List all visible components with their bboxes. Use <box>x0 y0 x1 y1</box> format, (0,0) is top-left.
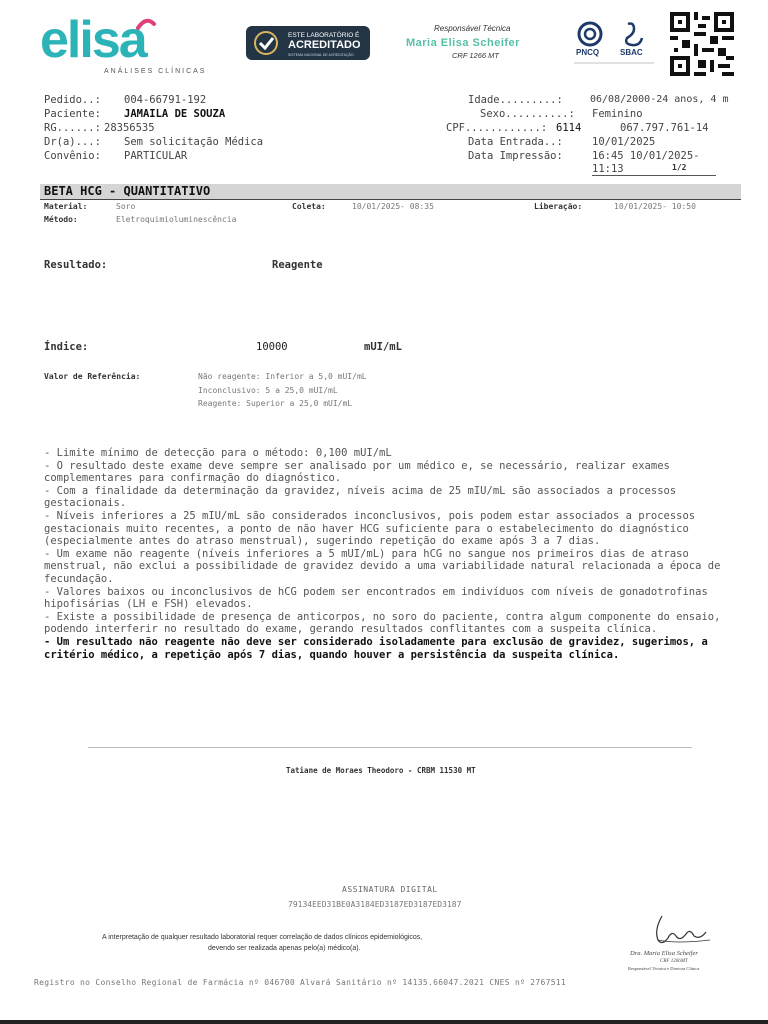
disclaimer-line2: devendo ser realizada apenas pelo(a) médico(a). <box>208 945 361 952</box>
cpf-value-partial: 6114 <box>556 122 582 134</box>
rg-label: RG......: <box>44 122 101 134</box>
rg-value: 28356535 <box>104 122 155 134</box>
reference-values <box>198 370 367 411</box>
badge-line2: ACREDITADO <box>288 39 361 51</box>
release-label: Liberação: <box>534 202 583 211</box>
result-label: Resultado: <box>44 259 108 271</box>
print-time-value: 11:13 <box>592 163 624 175</box>
reference-line-nonreactive: Não reagente: Inferior a 5,0 mUI/mL <box>198 372 367 381</box>
print-date-value: 16:45 10/01/2025- <box>592 150 700 162</box>
doctor-value: Sem solicitação Médica <box>124 136 264 148</box>
index-unit: mUI/mL <box>364 341 402 353</box>
reference-label: Valor de Referência: <box>44 372 141 381</box>
index-value: 10000 <box>256 341 288 353</box>
note-item: - O resultado deste exame deve sempre ser analisado por um médico e, se necessário, realizar exames complementares para confirmação do diagnóstico. <box>44 459 670 485</box>
result-value: Reagente <box>272 259 323 271</box>
order-label: Pedido..: <box>44 94 101 106</box>
digital-signature-hash: 79134EED31BE0A3184ED3187ED3187ED3187 <box>288 900 462 909</box>
reference-line-inconclusive: Inconclusivo: 5 a 25,0 mUI/mL <box>198 385 338 395</box>
signature-name: Dra. Maria Elisa Scheifer <box>630 950 698 957</box>
responsible-crf: CRF 1266 MT <box>452 51 499 60</box>
entry-date-label: Data Entrada..: <box>468 136 563 148</box>
entry-date-value: 10/01/2025 <box>592 136 656 148</box>
insurance-label: Convênio: <box>44 150 101 162</box>
handwritten-signature-icon <box>646 910 716 950</box>
print-date-label: Data Impressão: <box>468 150 563 162</box>
badge-line1: ESTE LABORATÓRIO É <box>288 32 360 39</box>
accreditation-badge <box>246 26 370 60</box>
signature-divider <box>88 747 692 748</box>
reference-line-reactive: Reagente: Superior a 25,0 mUI/mL <box>198 399 353 408</box>
lab-logo <box>40 10 207 80</box>
signer-name: Tatiane de Moraes Theodoro - CRBM 11530 MT <box>286 766 476 775</box>
method-value: Eletroquimioluminescência <box>116 215 237 224</box>
note-item: - Níveis inferiores a 25 mIU/mL são considerados inconclusivos, pois podem estar associados a processos gestacionais muito recentes, a ponto de não haver HCG suficiente para o estabelecimento do diagnóstico (especialmente antes do atraso menstrual), sugerindo repetição do exame após 3 a 7 dias. <box>44 509 696 548</box>
logo-accent-icon <box>136 18 156 30</box>
page-underline <box>592 175 716 176</box>
page-number: 1/2 <box>672 163 687 172</box>
note-item: - Com a finalidade da determinação da gravidez, níveis acima de 25 mIU/mL são associados a processos gestacionais. <box>44 484 677 510</box>
cpf-label: CPF............: <box>446 122 548 134</box>
exam-title-underline <box>40 199 741 200</box>
responsible-name: Maria Elisa Scheifer <box>406 37 520 49</box>
exam-notes <box>44 447 734 661</box>
note-item: - Valores baixos ou inconclusivos de hCG podem ser encontrados em indivíduos com níveis de gonadotrofinas hipofisárias (LH e FSH) elevados. <box>44 585 708 611</box>
badge-line3: SISTEMA NACIONAL DE ACREDITAÇÃO <box>288 53 354 57</box>
exam-title: BETA HCG - QUANTITATIVO <box>44 184 211 198</box>
disclaimer-line1: A interpretação de qualquer resultado laboratorial requer correlação de dados clínicos epidemiológicos, <box>102 934 423 941</box>
logo-wordmark: elisa <box>40 11 146 69</box>
checkmark-seal-icon <box>252 30 280 56</box>
sex-label: Sexo..........: <box>480 108 575 120</box>
responsible-label: Responsável Técnica <box>434 24 511 33</box>
pncq-label: PNCQ <box>576 48 600 57</box>
patient-name: JAMAILA DE SOUZA <box>124 108 226 120</box>
age-value: 06/08/2000-24 anos, 4 m <box>590 94 729 105</box>
collection-label: Coleta: <box>292 202 326 211</box>
method-label: Método: <box>44 215 78 224</box>
patient-label: Paciente: <box>44 108 101 120</box>
digital-signature-label: ASSINATURA DIGITAL <box>342 885 438 894</box>
material-label: Material: <box>44 202 88 211</box>
index-label: Índice: <box>44 341 89 353</box>
note-item: - Limite mínimo de detecção para o método: 0,100 mUI/mL <box>44 447 392 459</box>
qr-code-icon <box>670 12 734 76</box>
note-item: - Um exame não reagente (níveis inferiores a 5 mUI/mL) para hCG no sangue nos primeiros dias de atraso menstrual, não exclui a possibilidade de gravidez devido a uma variabilidade natural relacionada a época de fecundação. <box>44 547 721 585</box>
signature-role: Responsável Técnica e Diretora Clínica <box>628 966 700 971</box>
registry-footer: Registro no Conselho Regional de Farmácia nº 046700 Alvará Sanitário nº 14135.66047.2021 CNES nº 2767511 <box>34 978 567 987</box>
sex-value: Feminino <box>592 108 643 120</box>
cpf-value: 067.797.761-14 <box>620 122 709 134</box>
insurance-value: PARTICULAR <box>124 150 188 162</box>
sbac-seal-icon <box>622 20 646 48</box>
note-important: - Um resultado não reagente não deve ser considerado isoladamente para exclusão de gravidez, sugerimos, a critério médico, a repetição após 7 dias, quando houver a persistência da suspeita clínica. <box>44 635 708 661</box>
material-value: Soro <box>116 202 136 211</box>
sbac-label: SBAC <box>620 48 643 57</box>
bottom-rule <box>0 1020 768 1024</box>
age-label: Idade.........: <box>468 94 563 106</box>
signature-crf: CRF 1266MT <box>660 959 688 964</box>
release-value: 10/01/2025- 10:50 <box>614 202 696 211</box>
doctor-label: Dr(a)...: <box>44 136 101 148</box>
collection-value: 10/01/2025- 08:35 <box>352 202 434 211</box>
order-value: 004-66791-192 <box>124 94 207 106</box>
seal-underline <box>574 62 654 64</box>
note-item: - Existe a possibilidade de presença de anticorpos, no soro do paciente, contra algum componente do ensaio, podendo interferir no resultado do exame, gerando resultados conflitantes com a suspeita clínica. <box>44 610 721 636</box>
pncq-seal-icon <box>575 20 605 48</box>
logo-subtitle: ANÁLISES CLÍNICAS <box>104 68 207 75</box>
